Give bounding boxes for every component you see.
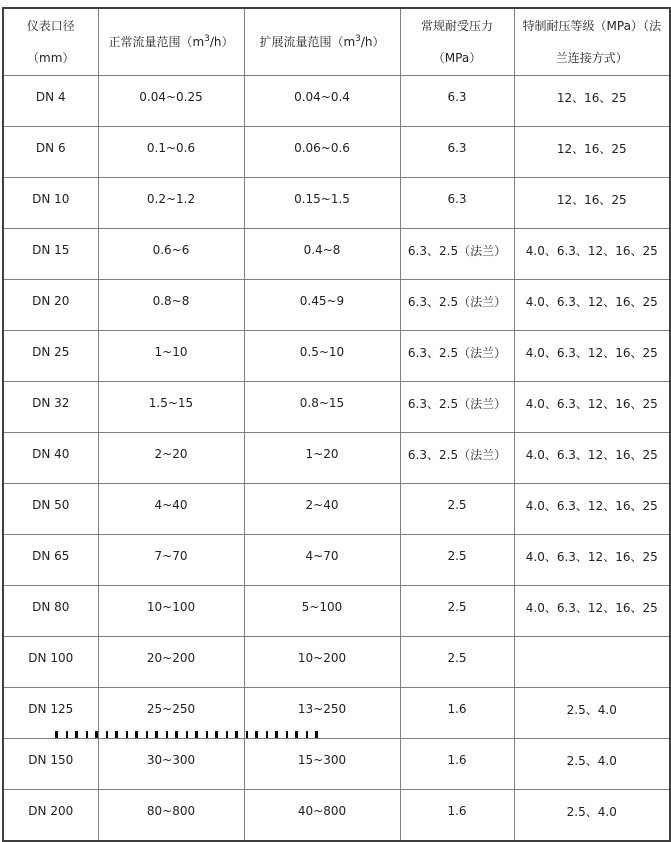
table-body (3, 76, 670, 842)
table-row (3, 484, 670, 535)
cubic-meter-superscript: 3 (204, 34, 210, 44)
table-cell: 0.6~6 (98, 229, 244, 280)
table-cell: DN 150 (3, 739, 98, 790)
table-cell: 12、16、25 (514, 178, 670, 229)
table-cell: 6.3、2.5（法兰） (400, 280, 514, 331)
table-cell: 4.0、6.3、12、16、25 (514, 382, 670, 433)
table-cell: 4.0、6.3、12、16、25 (514, 280, 670, 331)
table-row (3, 382, 670, 433)
table-cell: DN 65 (3, 535, 98, 586)
table-cell: 13~250 (244, 688, 400, 739)
table-cell: 1~10 (98, 331, 244, 382)
table-row (3, 586, 670, 637)
table-cell: 10~100 (98, 586, 244, 637)
table-cell: DN 6 (3, 127, 98, 178)
header-row (3, 8, 670, 76)
table-cell: 25~250 (98, 688, 244, 739)
table-cell: 0.2~1.2 (98, 178, 244, 229)
table-row (3, 331, 670, 382)
col-header-normal-flow-suffix: /h） (209, 35, 234, 49)
table-cell: 0.5~10 (244, 331, 400, 382)
table-cell: 6.3 (400, 127, 514, 178)
table-cell: 6.3 (400, 76, 514, 127)
table-cell: 40~800 (244, 790, 400, 842)
table-cell: DN 20 (3, 280, 98, 331)
table-cell: 0.45~9 (244, 280, 400, 331)
table-cell: DN 100 (3, 637, 98, 688)
table-cell: 10~200 (244, 637, 400, 688)
table-row (3, 739, 670, 790)
table-row (3, 76, 670, 127)
table-cell: 2.5 (400, 637, 514, 688)
table-cell: DN 125 (3, 688, 98, 739)
table-cell: 2.5 (400, 535, 514, 586)
table-row (3, 127, 670, 178)
table-row (3, 790, 670, 842)
table-row (3, 535, 670, 586)
table-cell: 30~300 (98, 739, 244, 790)
table-cell: 2.5、4.0 (514, 739, 670, 790)
table-cell: 7~70 (98, 535, 244, 586)
table-cell: 1.6 (400, 739, 514, 790)
table-cell: 6.3、2.5（法兰） (400, 382, 514, 433)
col-header-normal-flow-range (98, 8, 244, 76)
col-header-standard-pressure (400, 8, 514, 76)
table-cell: 1.6 (400, 688, 514, 739)
col-header-normal-flow-prefix: 正常流量范围（m (108, 35, 205, 49)
table-row (3, 280, 670, 331)
col-header-meter-diameter (3, 8, 98, 76)
table-cell: 0.15~1.5 (244, 178, 400, 229)
table-cell: DN 80 (3, 586, 98, 637)
table-cell: 4.0、6.3、12、16、25 (514, 433, 670, 484)
table-cell: 12、16、25 (514, 127, 670, 178)
table-cell: 6.3、2.5（法兰） (400, 331, 514, 382)
table-cell: 4.0、6.3、12、16、25 (514, 484, 670, 535)
table-cell: 12、16、25 (514, 76, 670, 127)
table-cell: 2.5、4.0 (514, 790, 670, 842)
col-header-extended-flow-range (244, 8, 400, 76)
table-cell: 5~100 (244, 586, 400, 637)
table-cell: 0.1~0.6 (98, 127, 244, 178)
clipped-bold-text-fragment (55, 731, 323, 738)
table-cell: DN 32 (3, 382, 98, 433)
table-cell: 4~70 (244, 535, 400, 586)
table-cell: DN 25 (3, 331, 98, 382)
col-header-extended-flow-suffix: /h） (360, 35, 385, 49)
cubic-meter-superscript: 3 (355, 34, 361, 44)
table-cell: 0.8~8 (98, 280, 244, 331)
table-row (3, 637, 670, 688)
table-cell: 2~40 (244, 484, 400, 535)
table-cell: 2.5、4.0 (514, 688, 670, 739)
table-cell: 0.06~0.6 (244, 127, 400, 178)
col-header-standard-pressure-label: 常规耐受压力（MPa） (420, 19, 493, 65)
spec-table (2, 7, 671, 842)
table-cell: 80~800 (98, 790, 244, 842)
table-cell: 4~40 (98, 484, 244, 535)
table-cell: 4.0、6.3、12、16、25 (514, 331, 670, 382)
table-cell: 0.04~0.4 (244, 76, 400, 127)
table-row (3, 178, 670, 229)
table-cell (514, 637, 670, 688)
col-header-special-pressure-rating-label: 特制耐压等级（MPa）（法兰连接方式） (522, 19, 661, 65)
table-cell: 0.4~8 (244, 229, 400, 280)
table-cell: 2~20 (98, 433, 244, 484)
table-cell: 6.3、2.5（法兰） (400, 229, 514, 280)
table-cell: 0.8~15 (244, 382, 400, 433)
table-cell: 4.0、6.3、12、16、25 (514, 535, 670, 586)
table-cell: 4.0、6.3、12、16、25 (514, 229, 670, 280)
table-cell: DN 10 (3, 178, 98, 229)
table-row (3, 229, 670, 280)
table-cell: 4.0、6.3、12、16、25 (514, 586, 670, 637)
table-cell: 6.3 (400, 178, 514, 229)
table-cell: DN 4 (3, 76, 98, 127)
table-cell: DN 15 (3, 229, 98, 280)
table-cell: 2.5 (400, 484, 514, 535)
table-cell: 1.5~15 (98, 382, 244, 433)
table-cell: DN 40 (3, 433, 98, 484)
table-cell: 1.6 (400, 790, 514, 842)
table-cell: 2.5 (400, 586, 514, 637)
table-row (3, 433, 670, 484)
table-cell: 15~300 (244, 739, 400, 790)
col-header-special-pressure-rating (514, 8, 670, 76)
table-cell: 1~20 (244, 433, 400, 484)
table-cell: 0.04~0.25 (98, 76, 244, 127)
table-cell: DN 50 (3, 484, 98, 535)
table-cell: 6.3、2.5（法兰） (400, 433, 514, 484)
table-cell: DN 200 (3, 790, 98, 842)
col-header-meter-diameter-label: 仪表口径（mm） (26, 19, 75, 65)
col-header-extended-flow-prefix: 扩展流量范围（m (259, 35, 356, 49)
table-cell: 20~200 (98, 637, 244, 688)
